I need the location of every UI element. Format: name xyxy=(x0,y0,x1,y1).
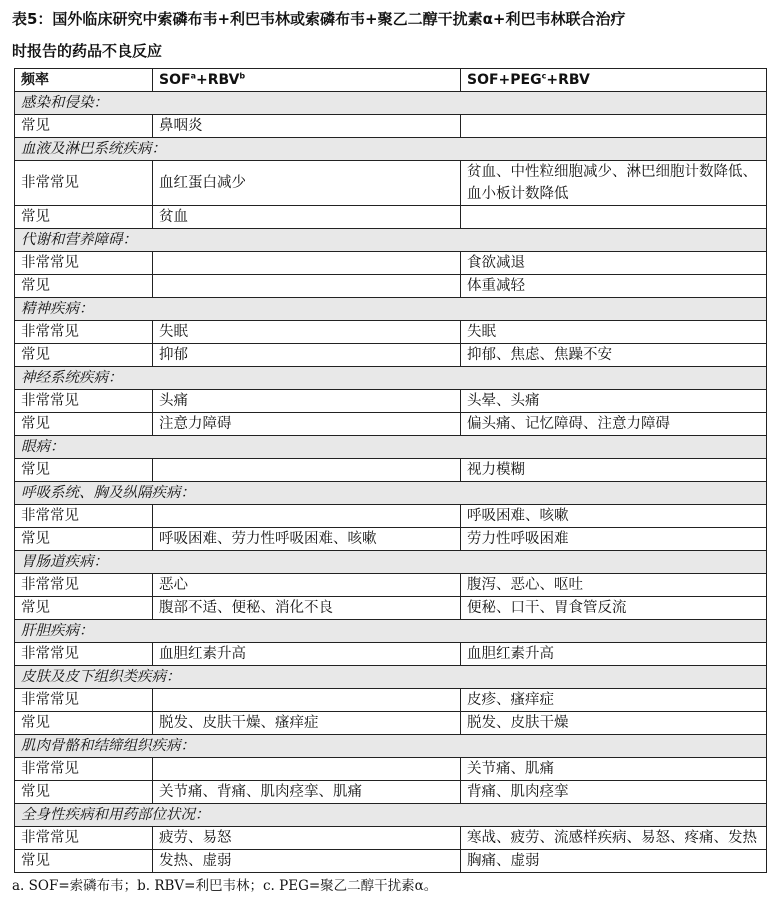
table-row xyxy=(15,643,767,666)
footnote: a. SOF=索磷布韦；b. RBV=利巴韦林；c. PEG=聚乙二醇干扰素α。 xyxy=(12,878,438,894)
category-label: 肝胆疾病： xyxy=(15,620,767,643)
sof-peg-rbv-cell: 血胆红素升高 xyxy=(461,643,767,666)
frequency-cell: 常见 xyxy=(15,597,153,620)
sof-rbv-cell xyxy=(153,505,461,528)
category-label: 神经系统疾病： xyxy=(15,367,767,390)
sof-peg-rbv-cell: 视力模糊 xyxy=(461,459,767,482)
frequency-cell: 常见 xyxy=(15,344,153,367)
sof-peg-rbv-cell xyxy=(461,206,767,229)
frequency-cell: 非常常见 xyxy=(15,321,153,344)
table-row xyxy=(15,597,767,620)
table-row xyxy=(15,712,767,735)
category-label: 精神疾病： xyxy=(15,298,767,321)
table-row xyxy=(15,781,767,804)
sof-rbv-cell: 抑郁 xyxy=(153,344,461,367)
sof-rbv-cell xyxy=(153,689,461,712)
frequency-cell: 常见 xyxy=(15,781,153,804)
sof-rbv-cell: 贫血 xyxy=(153,206,461,229)
frequency-cell: 常见 xyxy=(15,275,153,298)
frequency-cell: 常见 xyxy=(15,850,153,873)
table-row xyxy=(15,206,767,229)
table-row xyxy=(15,252,767,275)
sof-rbv-cell: 发热、虚弱 xyxy=(153,850,461,873)
sof-peg-rbv-cell: 皮疹、瘙痒症 xyxy=(461,689,767,712)
table-header-row xyxy=(15,69,767,92)
table-caption xyxy=(12,3,772,67)
frequency-cell: 常见 xyxy=(15,413,153,436)
caption-line-2: 时报告的药品不良反应 xyxy=(12,42,163,60)
sof-rbv-cell: 脱发、皮肤干燥、瘙痒症 xyxy=(153,712,461,735)
sof-rbv-cell: 血胆红素升高 xyxy=(153,643,461,666)
caption-line-1: 表5：国外临床研究中索磷布韦+利巴韦林或索磷布韦+聚乙二醇干扰素α+利巴韦林联合治疗 xyxy=(12,10,626,28)
frequency-cell: 非常常见 xyxy=(15,689,153,712)
table-row xyxy=(15,161,767,206)
sof-rbv-cell: 鼻咽炎 xyxy=(153,115,461,138)
category-row xyxy=(15,229,767,252)
category-label: 全身性疾病和用药部位状况： xyxy=(15,804,767,827)
sof-peg-rbv-cell: 背痛、肌肉痉挛 xyxy=(461,781,767,804)
table-row xyxy=(15,505,767,528)
header-sof-rbv: $SOF^a+RBV^b$ xyxy=(153,69,461,92)
sof-peg-rbv-cell: 寒战、疲劳、流感样疾病、易怒、疼痛、发热 xyxy=(461,827,767,850)
category-label: 胃肠道疾病： xyxy=(15,551,767,574)
sof-peg-rbv-cell: 食欲减退 xyxy=(461,252,767,275)
sof-peg-rbv-cell: 关节痛、肌痛 xyxy=(461,758,767,781)
frequency-cell: 常见 xyxy=(15,206,153,229)
frequency-cell: 非常常见 xyxy=(15,505,153,528)
table-row xyxy=(15,413,767,436)
frequency-cell: 非常常见 xyxy=(15,827,153,850)
frequency-cell: 常见 xyxy=(15,459,153,482)
frequency-cell: 常见 xyxy=(15,528,153,551)
table-row xyxy=(15,115,767,138)
category-row xyxy=(15,551,767,574)
sof-rbv-cell xyxy=(153,275,461,298)
frequency-cell: 常见 xyxy=(15,115,153,138)
table-row xyxy=(15,850,767,873)
sof-rbv-cell: 头痛 xyxy=(153,390,461,413)
category-row xyxy=(15,367,767,390)
category-label: 眼病： xyxy=(15,436,767,459)
table-row xyxy=(15,574,767,597)
sof-peg-rbv-cell: 腹泻、恶心、呕吐 xyxy=(461,574,767,597)
category-label: 感染和侵染： xyxy=(15,92,767,115)
sof-peg-rbv-cell: 便秘、口干、胃食管反流 xyxy=(461,597,767,620)
sof-peg-rbv-cell: 贫血、中性粒细胞减少、淋巴细胞计数降低、血小板计数降低 xyxy=(461,161,767,206)
category-row xyxy=(15,620,767,643)
category-row xyxy=(15,735,767,758)
adverse-reactions-table xyxy=(14,68,767,873)
frequency-cell: 非常常见 xyxy=(15,390,153,413)
sof-peg-rbv-cell: 失眠 xyxy=(461,321,767,344)
frequency-cell: 非常常见 xyxy=(15,643,153,666)
table-row xyxy=(15,275,767,298)
sof-rbv-cell xyxy=(153,758,461,781)
table-body xyxy=(15,92,767,873)
sof-rbv-cell: 血红蛋白减少 xyxy=(153,161,461,206)
sof-rbv-cell xyxy=(153,459,461,482)
category-row xyxy=(15,298,767,321)
sof-peg-rbv-cell: 偏头痛、记忆障碍、注意力障碍 xyxy=(461,413,767,436)
sof-rbv-cell: 疲劳、易怒 xyxy=(153,827,461,850)
category-row xyxy=(15,666,767,689)
sof-rbv-cell: 失眠 xyxy=(153,321,461,344)
sof-peg-rbv-cell: 劳力性呼吸困难 xyxy=(461,528,767,551)
sof-peg-rbv-cell: 抑郁、焦虑、焦躁不安 xyxy=(461,344,767,367)
table-row xyxy=(15,758,767,781)
frequency-cell: 非常常见 xyxy=(15,252,153,275)
table-row xyxy=(15,344,767,367)
sof-peg-rbv-cell: 体重减轻 xyxy=(461,275,767,298)
sof-peg-rbv-cell: 脱发、皮肤干燥 xyxy=(461,712,767,735)
sof-peg-rbv-cell: 头晕、头痛 xyxy=(461,390,767,413)
header-frequency: 频率 xyxy=(15,69,153,92)
sof-rbv-cell: 腹部不适、便秘、消化不良 xyxy=(153,597,461,620)
sof-peg-rbv-cell: 呼吸困难、咳嗽 xyxy=(461,505,767,528)
category-label: 呼吸系统、胸及纵隔疾病： xyxy=(15,482,767,505)
frequency-cell: 非常常见 xyxy=(15,758,153,781)
header-sof-peg-rbv: $SOF+PEG^c+RBV$ xyxy=(461,69,767,92)
category-row xyxy=(15,436,767,459)
category-row xyxy=(15,804,767,827)
sof-rbv-cell xyxy=(153,252,461,275)
category-label: 血液及淋巴系统疾病： xyxy=(15,138,767,161)
category-row xyxy=(15,482,767,505)
sof-peg-rbv-cell xyxy=(461,115,767,138)
sof-rbv-cell: 关节痛、背痛、肌肉痉挛、肌痛 xyxy=(153,781,461,804)
category-label: 肌肉骨骼和结缔组织疾病： xyxy=(15,735,767,758)
table-row xyxy=(15,827,767,850)
category-label: 皮肤及皮下组织类疾病： xyxy=(15,666,767,689)
sof-rbv-cell: 恶心 xyxy=(153,574,461,597)
frequency-cell: 常见 xyxy=(15,712,153,735)
table-row xyxy=(15,321,767,344)
sof-peg-rbv-cell: 胸痛、虚弱 xyxy=(461,850,767,873)
table-row xyxy=(15,459,767,482)
category-row xyxy=(15,92,767,115)
table-row xyxy=(15,689,767,712)
category-row xyxy=(15,138,767,161)
sof-rbv-cell: 注意力障碍 xyxy=(153,413,461,436)
table-row xyxy=(15,528,767,551)
category-label: 代谢和营养障碍： xyxy=(15,229,767,252)
table-row xyxy=(15,390,767,413)
frequency-cell: 非常常见 xyxy=(15,161,153,206)
sof-rbv-cell: 呼吸困难、劳力性呼吸困难、咳嗽 xyxy=(153,528,461,551)
frequency-cell: 非常常见 xyxy=(15,574,153,597)
